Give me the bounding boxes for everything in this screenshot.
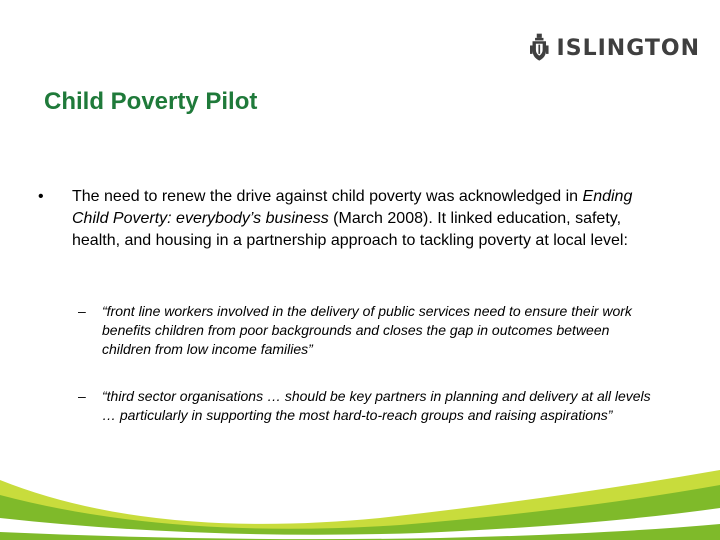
footer-swoosh xyxy=(0,440,720,540)
bullet-text xyxy=(72,186,662,252)
islington-logo xyxy=(530,28,700,68)
bullet-symbol: • xyxy=(38,188,44,205)
bullet-text-italic: Ending Child Poverty: everybody’s business xyxy=(72,188,633,227)
sub-bullet-symbol: – xyxy=(78,388,86,404)
bullet-text-part2: (March 2008). It linked education, safety, health, and housing in a partnership approach to tackling poverty at local level: xyxy=(72,210,628,249)
main-bullet xyxy=(38,186,678,252)
coat-of-arms-icon xyxy=(530,31,549,65)
logo-wordmark: ISLINGTON xyxy=(556,35,700,61)
slide-title: Child Poverty Pilot xyxy=(44,88,258,115)
sub-bullet-text: “third sector organisations … should be key partners in planning and delivery at all levels … particularly in supporting the most hard-to-reach groups and raising aspirations” xyxy=(102,388,651,423)
sub-bullet xyxy=(78,302,658,359)
sub-bullet xyxy=(78,387,658,425)
sub-bullet-symbol: – xyxy=(78,303,86,319)
bullet-text-part1: The need to renew the drive against child poverty was acknowledged in xyxy=(72,188,583,205)
sub-bullet-text: “front line workers involved in the delivery of public services need to ensure their work benefits children from poor backgrounds and closes the gap in outcomes between children from low income families” xyxy=(102,303,632,357)
